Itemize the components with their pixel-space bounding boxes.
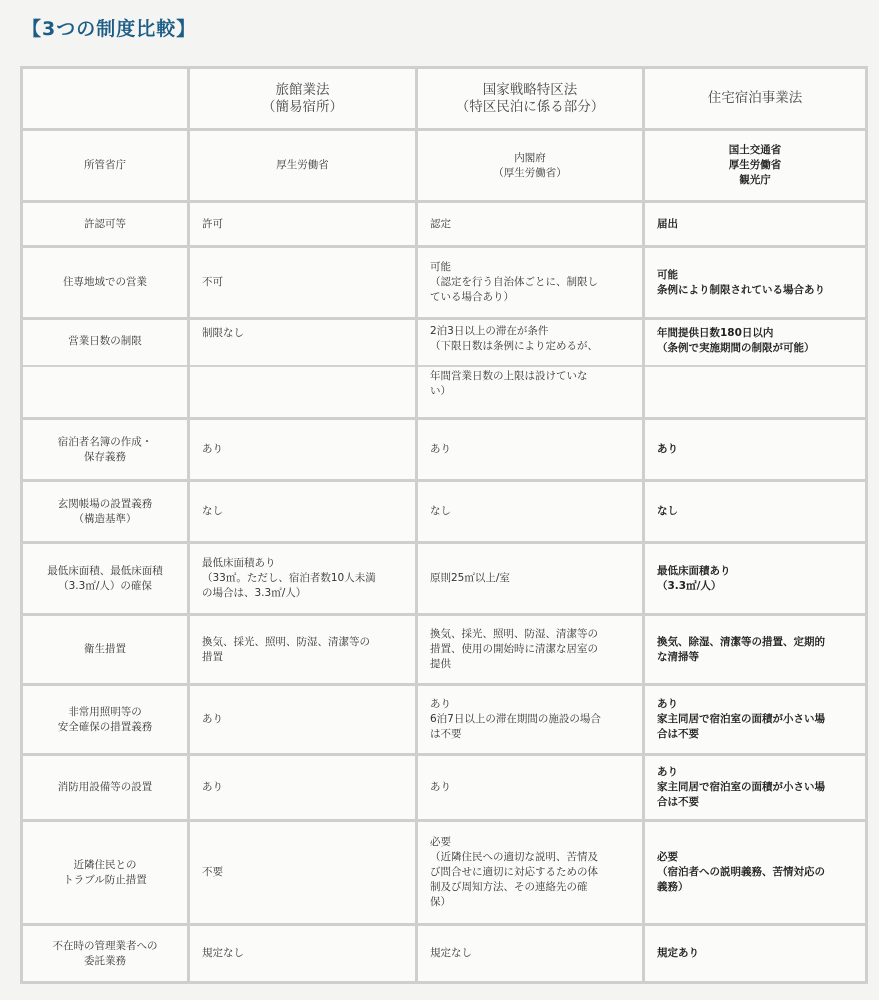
row-label: 所管省庁 [22, 130, 189, 202]
row-label: 住専地域での営業 [22, 247, 189, 319]
header-blank [22, 68, 189, 130]
page-title: 【3つの制度比較】 [22, 18, 197, 40]
table-row [22, 481, 867, 543]
cell-special-zone: あり [417, 419, 644, 481]
table-row [22, 821, 867, 925]
cell-special-zone: 認定 [417, 202, 644, 247]
table-header-row [22, 68, 867, 130]
cell-special-zone: 原則25㎡以上/室 [417, 543, 644, 615]
comparison-table [20, 66, 868, 984]
cell-private-lodging: 国土交通省 厚生労働省 観光庁 [644, 130, 867, 202]
comparison-table-container [20, 66, 868, 984]
table-row [22, 543, 867, 615]
table-row [22, 755, 867, 821]
table-row [22, 202, 867, 247]
header-special-zone-law: 国家戦略特区法 （特区民泊に係る部分） [417, 68, 644, 130]
cell-private-lodging: あり 家主同居で宿泊室の面積が小さい場 合は不要 [644, 755, 867, 821]
table-row [22, 615, 867, 685]
row-label: 最低床面積、最低床面積 （3.3㎡/人）の確保 [22, 543, 189, 615]
cell-private-lodging: なし [644, 481, 867, 543]
cell-special-zone: 規定なし [417, 925, 644, 983]
table-row [22, 925, 867, 983]
cell-private-lodging: 必要 （宿泊者への説明義務、苦情対応の 義務） [644, 821, 867, 925]
row-label: 消防用設備等の設置 [22, 755, 189, 821]
row-label: 玄関帳場の設置義務 （構造基準） [22, 481, 189, 543]
row-label: 衛生措置 [22, 615, 189, 685]
cell-ryokan: 不可 [189, 247, 417, 319]
table-row [22, 319, 867, 419]
cell-ryokan: あり [189, 685, 417, 755]
cell-ryokan: なし [189, 481, 417, 543]
cell-private-lodging: 届出 [644, 202, 867, 247]
cell-private-lodging: あり 家主同居で宿泊室の面積が小さい場 合は不要 [644, 685, 867, 755]
cell-ryokan: 不要 [189, 821, 417, 925]
cell-ryokan: あり [189, 419, 417, 481]
cell-private-lodging: あり [644, 419, 867, 481]
table-row [22, 130, 867, 202]
row-label: 宿泊者名簿の作成・ 保存義務 [22, 419, 189, 481]
cell-private-lodging: 年間提供日数180日以内 （条例で実施期間の制限が可能） [644, 319, 867, 419]
cell-private-lodging: 可能 条例により制限されている場合あり [644, 247, 867, 319]
table-row [22, 685, 867, 755]
cell-ryokan: 許可 [189, 202, 417, 247]
cell-private-lodging: 換気、除湿、清潔等の措置、定期的 な清掃等 [644, 615, 867, 685]
cell-ryokan: 制限なし [189, 319, 417, 419]
header-private-lodging-law: 住宅宿泊事業法 [644, 68, 867, 130]
cell-special-zone: 必要 （近隣住民への適切な説明、苦情及 び問合せに適切に対応するための体 制及び周知方法、その連絡先の確 保） [417, 821, 644, 925]
cell-special-zone: 可能 （認定を行う自治体ごとに、制限し ている場合あり） [417, 247, 644, 319]
cell-special-zone: あり 6泊7日以上の滞在期間の施設の場合 は不要 [417, 685, 644, 755]
row-label: 非常用照明等の 安全確保の措置義務 [22, 685, 189, 755]
cell-special-zone: 換気、採光、照明、防湿、清潔等の 措置、使用の開始時に清潔な居室の 提供 [417, 615, 644, 685]
header-ryokan-law: 旅館業法 （簡易宿所） [189, 68, 417, 130]
cell-special-zone: 内閣府 （厚生労働省） [417, 130, 644, 202]
cell-special-zone: 2泊3日以上の滞在が条件 （下限日数は条例により定めるが、 年間営業日数の上限は設けていな い） [417, 319, 644, 419]
table-row [22, 419, 867, 481]
cell-private-lodging: 最低床面積あり （3.3㎡/人） [644, 543, 867, 615]
cell-ryokan: 最低床面積あり （33㎡。ただし、宿泊者数10人未満 の場合は、3.3㎡/人） [189, 543, 417, 615]
cell-ryokan: あり [189, 755, 417, 821]
row-label: 許認可等 [22, 202, 189, 247]
cell-special-zone: あり [417, 755, 644, 821]
cell-ryokan: 規定なし [189, 925, 417, 983]
row-label: 近隣住民との トラブル防止措置 [22, 821, 189, 925]
cell-ryokan: 厚生労働省 [189, 130, 417, 202]
row-label: 営業日数の制限 [22, 319, 189, 419]
cell-special-zone: なし [417, 481, 644, 543]
cell-ryokan: 換気、採光、照明、防湿、清潔等の 措置 [189, 615, 417, 685]
cell-private-lodging: 規定あり [644, 925, 867, 983]
row-label: 不在時の管理業者への 委託業務 [22, 925, 189, 983]
table-row [22, 247, 867, 319]
